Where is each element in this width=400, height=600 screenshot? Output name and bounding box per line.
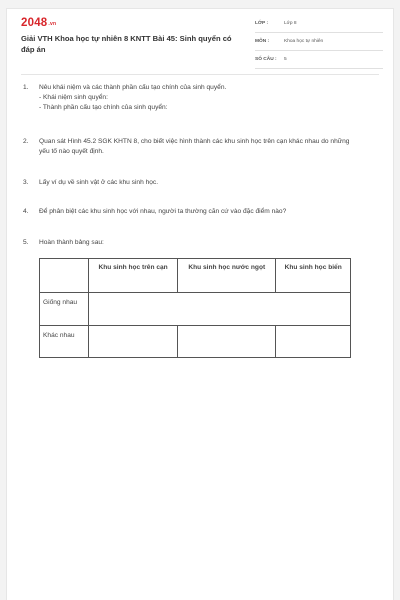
table-row-label: Khác nhau (40, 326, 89, 358)
logo-text: 2048 (21, 17, 48, 29)
table-answer-cell[interactable] (89, 293, 351, 326)
table-header-cell: Khu sinh học nước ngọt (178, 259, 276, 293)
meta-value: Lớp 8 (284, 21, 297, 26)
question-2 (23, 137, 359, 157)
header-divider (21, 74, 379, 75)
meta-row-count (255, 53, 383, 69)
question-text: Lấy ví dụ về sinh vật ở các khu sinh học. (39, 179, 159, 186)
meta-info (255, 17, 383, 71)
meta-label: LỚP : (255, 21, 269, 26)
meta-row-subject (255, 35, 383, 51)
question-text: Nêu khái niệm và các thành phần cấu tạo chính của sinh quyển. (39, 84, 227, 91)
comparison-table (39, 258, 351, 358)
question-3 (23, 178, 359, 188)
table-answer-cell[interactable] (178, 326, 276, 358)
document-title: Giải VTH Khoa học tự nhiên 8 KNTT Bài 45: Sinh quyển có đáp án (21, 34, 232, 54)
question-number: 4. (23, 208, 29, 215)
document-page (6, 8, 394, 600)
question-text: Quan sát Hình 45.2 SGK KHTN 8, cho biết việc hình thành các khu sinh học trên cạn khác nhau do những yếu tố nào quyết định. (39, 138, 350, 155)
site-logo[interactable] (21, 17, 56, 29)
meta-label: MÔN : (255, 39, 270, 44)
table-answer-cell[interactable] (276, 326, 351, 358)
question-number: 3. (23, 179, 29, 186)
question-5 (23, 238, 359, 248)
table-row (40, 326, 351, 358)
question-subpoint: - Thành phần cấu tạo chính của sinh quyển: (39, 104, 168, 111)
table-row-label: Giống nhau (40, 293, 89, 326)
question-number: 5. (23, 239, 29, 246)
question-number: 2. (23, 138, 29, 145)
meta-value: Khoa học tự nhiên (284, 39, 324, 44)
meta-value: 5 (284, 57, 287, 62)
question-subpoint: - Khái niệm sinh quyển: (39, 94, 108, 101)
table-header-cell: Khu sinh học trên cạn (89, 259, 178, 293)
meta-label: SỐ CÂU : (255, 57, 277, 62)
question-number: 1. (23, 84, 29, 91)
question-1 (23, 83, 359, 113)
table-row (40, 293, 351, 326)
table-answer-cell[interactable] (89, 326, 178, 358)
table-header-cell (40, 259, 89, 293)
question-4 (23, 207, 359, 217)
logo-suffix: .vn (48, 21, 57, 27)
table-header-cell: Khu sinh học biển (276, 259, 351, 293)
question-text: Hoàn thành bảng sau: (39, 239, 104, 246)
table-header-row (40, 259, 351, 293)
meta-row-class (255, 17, 383, 33)
question-text: Để phân biệt các khu sinh học với nhau, người ta thường căn cứ vào đặc điểm nào? (39, 208, 287, 215)
